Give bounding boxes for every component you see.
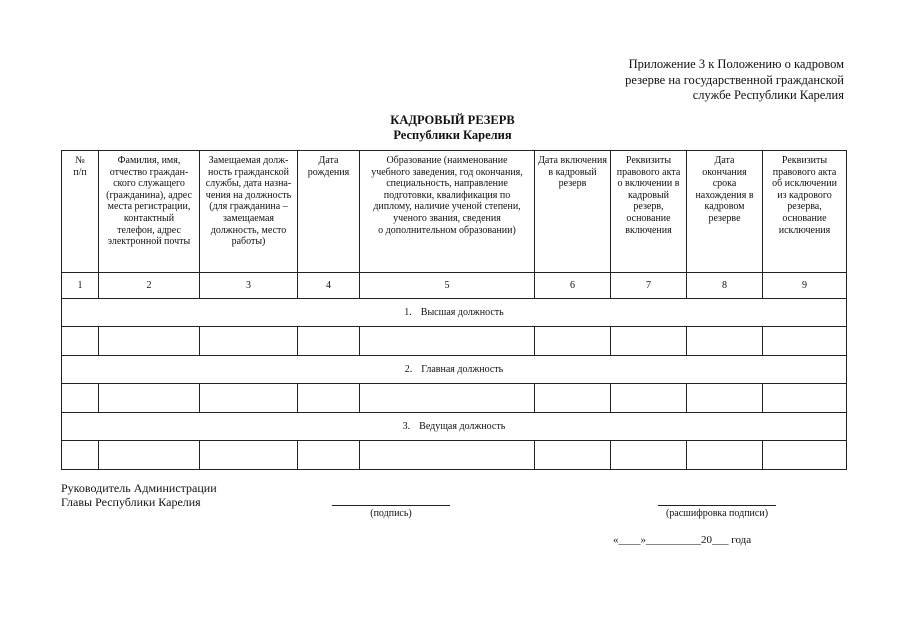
header-cell-inclusion-act: Реквизиты правового акта о включении в кадровый резерв, основание включения: [611, 151, 687, 273]
appendix-line: службе Республики Карелия: [692, 88, 844, 102]
header-cell-name: Фамилия, имя, отчество граждан- ского служащего (гражданина), адрес места регистрации, контактный телефон, адрес электронной почты: [99, 151, 200, 273]
table-cell[interactable]: [200, 441, 298, 470]
signatory-title: [61, 481, 217, 509]
section-row-leading: [62, 413, 847, 441]
decoding-caption: (расшифровка подписи): [665, 508, 769, 519]
table-cell[interactable]: [298, 327, 360, 356]
table-cell[interactable]: [687, 327, 763, 356]
appendix-line: резерве на государственной гражданской: [625, 72, 844, 87]
document-title: [0, 113, 905, 143]
column-number: 5: [360, 273, 535, 299]
section-label: Главная должность: [421, 363, 504, 375]
section-number: 2.: [404, 363, 413, 375]
section-row-highest: [62, 299, 847, 327]
section-heading: [62, 299, 847, 327]
column-number: 8: [687, 273, 763, 299]
header-cell-number: № п/п: [62, 151, 99, 273]
decoding-line[interactable]: [658, 505, 776, 506]
column-number: 4: [298, 273, 360, 299]
signatory-line-1: Руководитель Администрации: [61, 481, 217, 495]
column-number: 3: [200, 273, 298, 299]
header-row: [62, 151, 847, 273]
section-number: 3.: [402, 420, 411, 432]
section-heading: [62, 356, 847, 384]
column-number: 2: [99, 273, 200, 299]
section-heading: [62, 413, 847, 441]
blank-row: [62, 441, 847, 470]
title-line-1: КАДРОВЫЙ РЕЗЕРВ: [390, 113, 515, 127]
table-cell[interactable]: [535, 327, 611, 356]
table-cell[interactable]: [360, 327, 535, 356]
table-cell[interactable]: [535, 384, 611, 413]
header-cell-end-date: Дата окончания срока нахождения в кадровом резерве: [687, 151, 763, 273]
appendix-note: [560, 57, 844, 104]
table-cell[interactable]: [611, 384, 687, 413]
section-row-main: [62, 356, 847, 384]
table-cell[interactable]: [763, 384, 847, 413]
table-cell[interactable]: [62, 384, 99, 413]
table-cell[interactable]: [62, 441, 99, 470]
table-cell[interactable]: [611, 327, 687, 356]
section-label: Высшая должность: [420, 306, 504, 318]
column-number: 7: [611, 273, 687, 299]
table-cell[interactable]: [298, 384, 360, 413]
table-cell[interactable]: [360, 441, 535, 470]
header-cell-birthdate: Дата рождения: [298, 151, 360, 273]
table-cell[interactable]: [763, 327, 847, 356]
blank-row: [62, 327, 847, 356]
header-cell-position: Замещаемая долж- ность гражданской службы, дата назна- чения на должность (для гражданина – замещаемая должность, место работы): [200, 151, 298, 273]
signatory-line-2: Главы Республики Карелия: [61, 495, 201, 509]
section-label: Ведущая должность: [419, 420, 506, 432]
blank-row: [62, 384, 847, 413]
header-cell-inclusion-date: Дата включения в кадровый резерв: [535, 151, 611, 273]
table-cell[interactable]: [298, 441, 360, 470]
table-cell[interactable]: [360, 384, 535, 413]
section-number: 1.: [404, 306, 412, 318]
table-cell[interactable]: [99, 441, 200, 470]
title-line-2: Республики Карелия: [393, 128, 512, 142]
column-number-row: [62, 273, 847, 299]
date-field[interactable]: «____»__________20___ года: [613, 534, 752, 546]
table-cell[interactable]: [62, 327, 99, 356]
table-cell[interactable]: [200, 327, 298, 356]
appendix-line: Приложение 3 к Положению о кадровом: [628, 57, 844, 71]
header-cell-exclusion-act: Реквизиты правового акта об исключении из кадрового резерва, основание исключения: [763, 151, 847, 273]
header-cell-education: Образование (наименование учебного заведения, год окончания, специальность, направление подготовки, квалификация по диплому, наличие ученой степени, ученого звания, сведения о дополнительном образовании): [360, 151, 535, 273]
table-cell[interactable]: [535, 441, 611, 470]
table-cell[interactable]: [99, 384, 200, 413]
table-cell[interactable]: [687, 441, 763, 470]
table-cell[interactable]: [687, 384, 763, 413]
table-cell[interactable]: [763, 441, 847, 470]
table-cell[interactable]: [200, 384, 298, 413]
column-number: 9: [763, 273, 847, 299]
table-cell[interactable]: [99, 327, 200, 356]
column-number: 6: [535, 273, 611, 299]
signature-caption: (подпись): [370, 508, 412, 519]
reserve-table: [61, 150, 847, 470]
table-cell[interactable]: [611, 441, 687, 470]
column-number: 1: [62, 273, 99, 299]
signature-line[interactable]: [332, 505, 450, 506]
